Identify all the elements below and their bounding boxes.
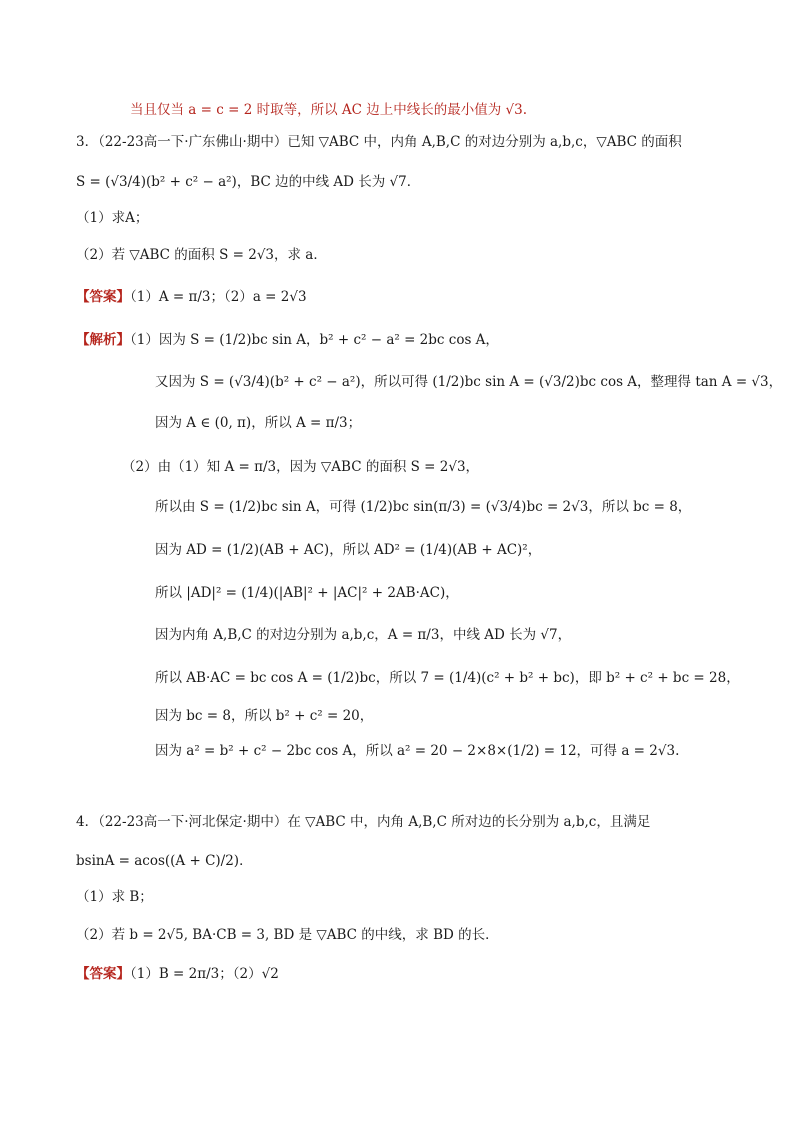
q3-stem-line-2: S = (√3/4)(b² + c² − a²)，BC 边的中线 AD 长为 √7． bbox=[76, 174, 421, 190]
q3-analysis-line-4: （2）由（1）知 A = π/3，因为 ▽ABC 的面积 S = 2√3， bbox=[122, 459, 480, 475]
q3-stem-line-1: 3．（22-23高一下·广东佛山·期中）已知 ▽ABC 中，内角 A,B,C 的对边分别为 a,b,c，▽ABC 的面积 bbox=[76, 134, 682, 150]
q3-analysis-line-10: 因为 bc = 8，所以 b² + c² = 20， bbox=[155, 708, 374, 724]
q4-part-2: （2）若 b = 2√5, BA·CB = 3, BD 是 ▽ABC 的中线，求 BD 的长． bbox=[76, 927, 499, 943]
q4-part-1: （1）求 B； bbox=[76, 889, 153, 905]
q3-part-1: （1）求A； bbox=[76, 210, 149, 226]
q3-analysis-text-1: （1）因为 S = (1/2)bc sin A，b² + c² − a² = 2bc cos A， bbox=[130, 332, 499, 348]
answer-label: 【答案】 bbox=[76, 289, 130, 305]
q3-analysis-line-8: 因为内角 A,B,C 的对边分别为 a,b,c，A = π/3，中线 AD 长为 √7， bbox=[155, 627, 572, 643]
q4-stem-line-2: bsinA = acos((A + C)/2)． bbox=[76, 853, 253, 869]
q3-analysis-line-2: 又因为 S = (√3/4)(b² + c² − a²)，所以可得 (1/2)bc sin A = (√3/2)bc cos A，整理得 tan A = √3， bbox=[155, 374, 783, 390]
q4-stem-line-1: 4．（22-23高一下·河北保定·期中）在 ▽ABC 中，内角 A,B,C 所对边的长分别为 a,b,c，且满足 bbox=[76, 814, 651, 830]
q3-analysis-line-1 bbox=[76, 330, 499, 350]
q3-answer-text: （1）A = π/3；（2）a = 2√3 bbox=[130, 289, 307, 305]
q4-answer-line bbox=[76, 964, 279, 984]
q3-analysis-line-7: 所以 |AD|² = (1/4)(|AB|² + |AC|² + 2AB·AC)， bbox=[155, 585, 459, 601]
q3-analysis-line-3: 因为 A ∈ (0, π)，所以 A = π/3； bbox=[155, 415, 362, 431]
q2-conclusion-line: 当且仅当 a = c = 2 时取等，所以 AC 边上中线长的最小值为 √3. bbox=[130, 102, 528, 118]
answer-label: 【答案】 bbox=[76, 966, 130, 982]
q3-analysis-line-6: 因为 AD = (1/2)(AB + AC)，所以 AD² = (1/4)(AB + AC)²， bbox=[155, 542, 542, 558]
q3-analysis-line-11: 因为 a² = b² + c² − 2bc cos A，所以 a² = 20 − 2×8×(1/2) = 12，可得 a = 2√3. bbox=[155, 743, 680, 759]
q3-analysis-line-5: 所以由 S = (1/2)bc sin A，可得 (1/2)bc sin(π/3) = (√3/4)bc = 2√3，所以 bc = 8， bbox=[155, 499, 692, 515]
q3-answer-line bbox=[76, 287, 307, 307]
analysis-label: 【解析】 bbox=[76, 332, 130, 348]
q3-analysis-line-9: 所以 AB·AC = bc cos A = (1/2)bc，所以 7 = (1/4)(c² + b² + bc)，即 b² + c² + bc = 28， bbox=[155, 670, 740, 686]
q4-answer-text: （1）B = 2π/3；（2）√2 bbox=[130, 966, 279, 982]
q3-part-2: （2）若 ▽ABC 的面积 S = 2√3，求 a． bbox=[76, 247, 327, 263]
